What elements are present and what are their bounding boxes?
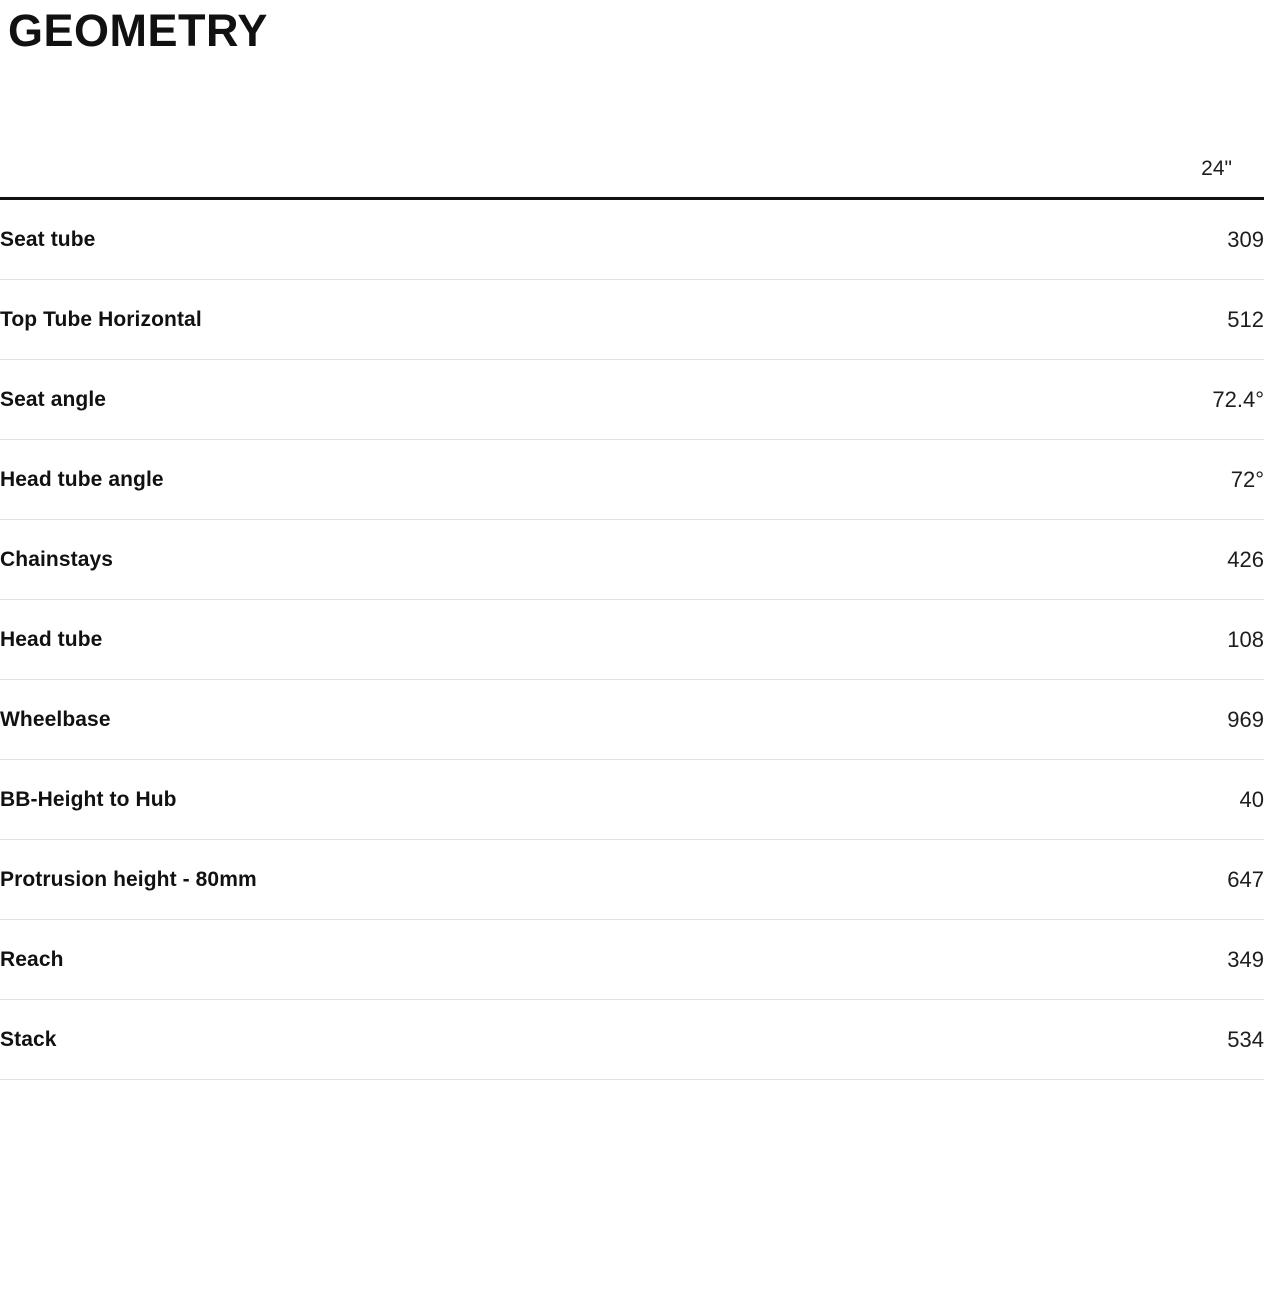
table-row	[0, 920, 1264, 1000]
row-label: Head tube	[0, 600, 1150, 680]
table-row	[0, 440, 1264, 520]
table-header	[0, 157, 1264, 199]
table-header-row	[0, 157, 1264, 199]
row-value: 426	[1150, 520, 1264, 600]
table-row	[0, 360, 1264, 440]
row-label: Protrusion height - 80mm	[0, 840, 1150, 920]
row-label: Reach	[0, 920, 1150, 1000]
row-value: 40	[1150, 760, 1264, 840]
table-row	[0, 280, 1264, 360]
row-label: Top Tube Horizontal	[0, 280, 1150, 360]
table-body	[0, 199, 1264, 1080]
table-row	[0, 680, 1264, 760]
column-header-size-24: 24"	[1150, 157, 1264, 199]
row-value: 108	[1150, 600, 1264, 680]
row-value: 349	[1150, 920, 1264, 1000]
column-header-measure	[0, 157, 1150, 199]
row-value: 309	[1150, 199, 1264, 280]
table-row	[0, 1000, 1264, 1080]
row-value: 72.4°	[1150, 360, 1264, 440]
row-value: 969	[1150, 680, 1264, 760]
row-label: BB-Height to Hub	[0, 760, 1150, 840]
row-label: Seat tube	[0, 199, 1150, 280]
table-row	[0, 840, 1264, 920]
table-row	[0, 760, 1264, 840]
row-label: Head tube angle	[0, 440, 1150, 520]
row-value: 72°	[1150, 440, 1264, 520]
geometry-table	[0, 157, 1264, 1080]
table-row	[0, 600, 1264, 680]
row-label: Seat angle	[0, 360, 1150, 440]
row-value: 512	[1150, 280, 1264, 360]
row-label: Wheelbase	[0, 680, 1150, 760]
page-title: GEOMETRY	[8, 5, 268, 56]
row-label: Stack	[0, 1000, 1150, 1080]
row-value: 534	[1150, 1000, 1264, 1080]
table-row	[0, 520, 1264, 600]
table-row	[0, 199, 1264, 280]
geometry-page	[0, 5, 1264, 1080]
row-value: 647	[1150, 840, 1264, 920]
row-label: Chainstays	[0, 520, 1150, 600]
